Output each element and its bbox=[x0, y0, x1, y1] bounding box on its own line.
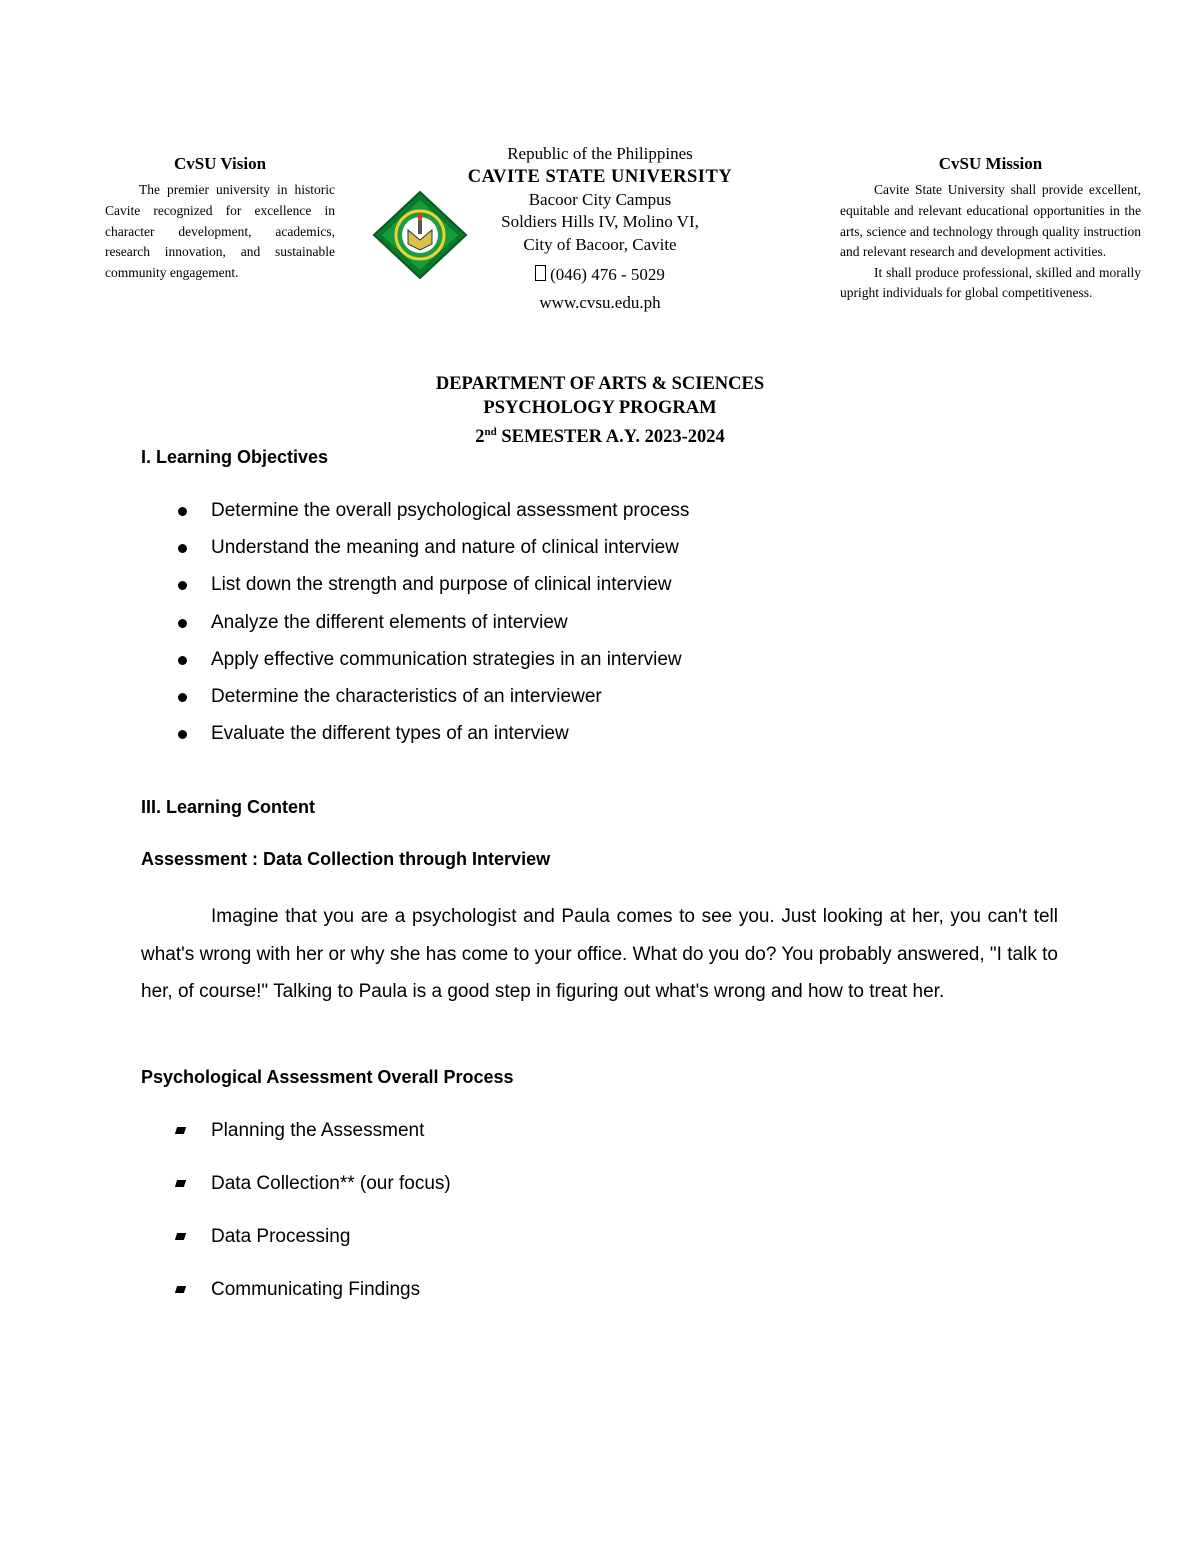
list-item: Data Collection** (our focus) bbox=[176, 1169, 451, 1222]
list-item: Understand the meaning and nature of clinical interview bbox=[178, 535, 689, 572]
vision-block bbox=[105, 154, 335, 283]
list-item: Analyze the different elements of interview bbox=[178, 610, 689, 647]
university-header bbox=[440, 143, 760, 313]
department-heading bbox=[300, 372, 900, 449]
address-line-2: City of Bacoor, Cavite bbox=[523, 234, 677, 254]
semester-line: 2nd SEMESTER A.Y. 2023-2024 bbox=[475, 426, 725, 448]
phone-number: (046) 476 - 5029 bbox=[550, 265, 665, 284]
bullet-icon bbox=[175, 1286, 186, 1293]
country-name: Republic of the Philippines bbox=[507, 144, 693, 163]
phone-line bbox=[440, 265, 760, 285]
intro-paragraph: Imagine that you are a psychologist and Paula comes to see you. Just looking at her, you can't tell what's wrong with her or why she has come to your office. What do you do? You probably answered, "I talk to her, of course!" Talking to Paula is a good step in figuring out what's wrong and how to treat her. bbox=[141, 906, 1058, 1002]
bullet-icon bbox=[178, 730, 187, 739]
process-list bbox=[176, 1116, 451, 1328]
campus-name: Bacoor City Campus bbox=[528, 189, 672, 209]
objectives-list bbox=[178, 498, 689, 758]
department-name: DEPARTMENT OF ARTS & SCIENCES bbox=[435, 374, 765, 394]
bullet-icon bbox=[178, 507, 187, 516]
bullet-icon bbox=[175, 1233, 186, 1240]
phone-icon bbox=[535, 265, 546, 281]
list-item: Determine the characteristics of an interviewer bbox=[178, 684, 689, 721]
list-item: Communicating Findings bbox=[176, 1275, 451, 1328]
vision-text: The premier university in historic Cavite recognized for excellence in character development, academics, research innovation, and sustainable community engagement. bbox=[105, 182, 335, 280]
vision-title: CvSU Vision bbox=[173, 154, 267, 173]
bullet-icon bbox=[178, 544, 187, 553]
address-line-1: Soldiers Hills IV, Molino VI, bbox=[501, 212, 699, 231]
assessment-subheading: Assessment : Data Collection through Interview bbox=[141, 849, 551, 869]
mission-title: CvSU Mission bbox=[938, 154, 1043, 173]
list-item: Determine the overall psychological assessment process bbox=[178, 498, 689, 535]
bullet-icon bbox=[178, 619, 187, 628]
bullet-icon bbox=[175, 1127, 186, 1134]
process-heading: Psychological Assessment Overall Process bbox=[141, 1067, 514, 1087]
program-name: PSYCHOLOGY PROGRAM bbox=[483, 398, 717, 418]
mission-block bbox=[840, 154, 1141, 304]
list-item: Evaluate the different types of an interview bbox=[178, 721, 689, 758]
bullet-icon bbox=[175, 1180, 186, 1187]
list-item: Data Processing bbox=[176, 1222, 451, 1275]
bullet-icon bbox=[178, 581, 187, 590]
list-item: Apply effective communication strategies in an interview bbox=[178, 647, 689, 684]
website-link[interactable]: www.cvsu.edu.ph bbox=[539, 293, 661, 312]
list-item: Planning the Assessment bbox=[176, 1116, 451, 1169]
mission-text-2: It shall produce professional, skilled and morally upright individuals for global competitiveness. bbox=[840, 264, 1141, 301]
content-heading: III. Learning Content bbox=[141, 797, 315, 817]
university-name: CAVITE STATE UNIVERSITY bbox=[467, 166, 733, 187]
list-item: List down the strength and purpose of clinical interview bbox=[178, 572, 689, 609]
bullet-icon bbox=[178, 656, 187, 665]
objectives-heading: I. Learning Objectives bbox=[141, 447, 329, 467]
mission-text-1: Cavite State University shall provide excellent, equitable and relevant educational opportunities in the arts, science and technology through quality instruction and relevant research and development activities. bbox=[840, 182, 1141, 260]
bullet-icon bbox=[178, 693, 187, 702]
